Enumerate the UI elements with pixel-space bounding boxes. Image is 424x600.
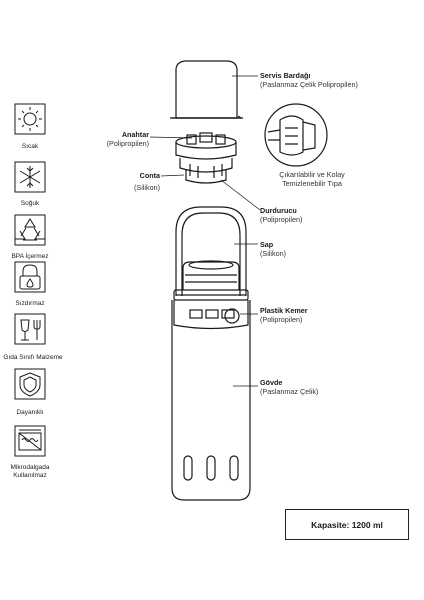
glass-fork-icon	[15, 314, 45, 344]
callout-sub: (Silikon)	[134, 183, 160, 192]
stopper-detail-inset	[265, 104, 327, 166]
feature-label: Dayanıklı	[16, 409, 44, 416]
feature-cold	[0, 196, 60, 208]
callout-key	[95, 130, 149, 148]
no-microwave-icon	[15, 426, 45, 456]
callout-stopper	[260, 206, 302, 224]
callout-title: Anahtar	[121, 130, 149, 139]
callout-title: Plastik Kemer	[260, 306, 308, 315]
callout-sub: Çıkarılabilir ve Kolay Temizlenebilir Tıpa	[279, 170, 345, 188]
callout-gasket	[110, 171, 160, 192]
callout-serving-cup	[260, 71, 358, 89]
callout-belt	[260, 306, 308, 324]
lock-drop-icon	[15, 262, 45, 292]
callout-title: Sap	[260, 240, 274, 249]
bottle-body	[172, 261, 250, 500]
feature-label: Gıda Sınıfı Malzeme	[3, 354, 63, 361]
feature-no-microwave	[0, 460, 60, 480]
callout-sub: (Silikon)	[260, 249, 286, 258]
feature-label: Mikrodalgada Kullanılmaz	[10, 464, 50, 479]
callout-title: Conta	[139, 171, 160, 180]
callout-body	[260, 378, 318, 396]
capacity-box: Kapasite: 1200 ml	[285, 509, 409, 540]
leader-lines	[150, 76, 260, 386]
feature-bpa-free	[0, 249, 60, 261]
shield-icon	[15, 369, 45, 399]
feature-label: Soğuk	[20, 200, 40, 207]
callout-handle	[260, 240, 286, 258]
callout-title: Servis Bardağı	[260, 71, 311, 80]
feature-label: BPA İçermez	[11, 253, 49, 260]
feature-leakproof	[0, 296, 60, 308]
callout-title: Durdurucu	[260, 206, 297, 215]
handle	[176, 207, 246, 323]
callout-sub: (Polipropilen)	[106, 139, 149, 148]
snowflake-icon	[15, 162, 45, 192]
callout-sub: (Paslanmaz Çelik)	[260, 387, 319, 396]
feature-hot	[0, 139, 60, 151]
feature-label: Sıcak	[21, 143, 39, 150]
callout-sub: (Paslanmaz Çelik Polipropilen)	[260, 80, 358, 89]
feature-food-grade	[0, 350, 68, 362]
feature-durable	[0, 405, 60, 417]
bpa-free-icon	[15, 215, 45, 245]
callout-stopper-detail	[262, 170, 362, 188]
serving-cup	[170, 61, 243, 118]
callout-title: Gövde	[260, 378, 283, 387]
stopper	[176, 133, 236, 183]
callout-sub: (Polipropilen)	[260, 215, 303, 224]
feature-label: Sızdırmaz	[15, 300, 45, 307]
sun-snow-icon	[15, 104, 45, 134]
callout-sub: (Polipropilen)	[260, 315, 303, 324]
